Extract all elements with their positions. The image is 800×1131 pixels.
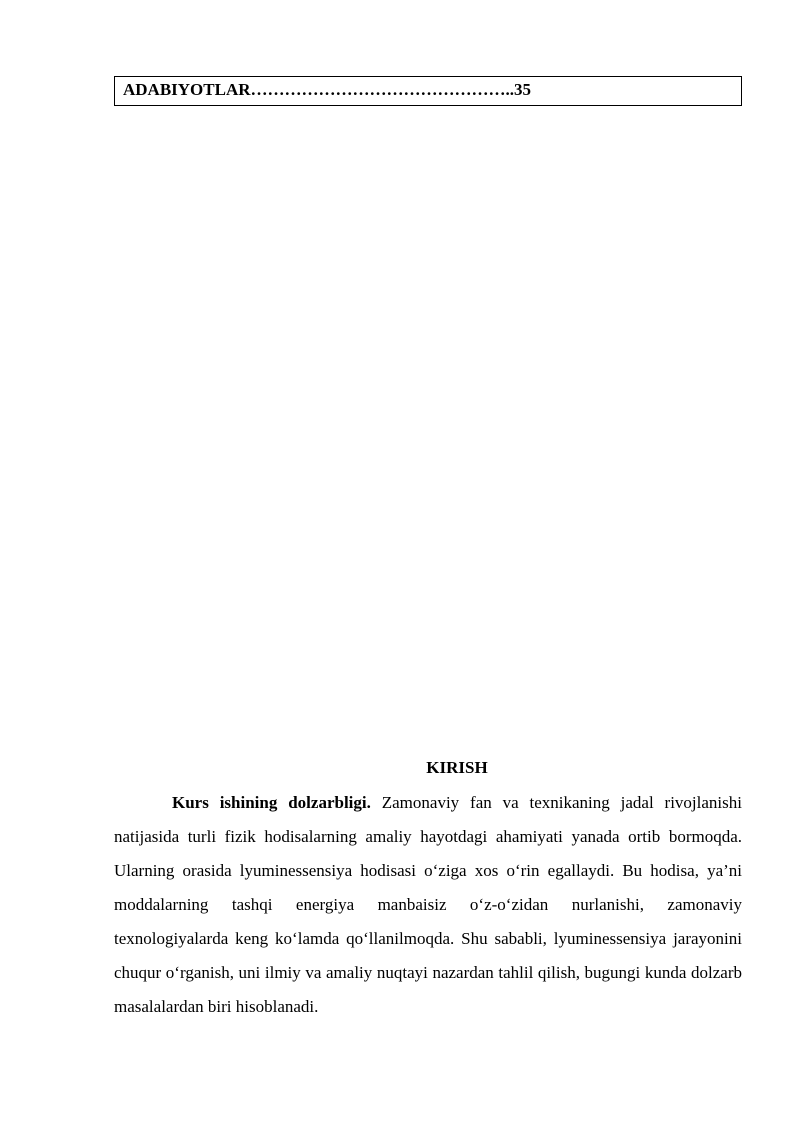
intro-body (114, 786, 742, 1024)
toc-entry-adabiyotlar: ADABIYOTLAR………………………………………..35 (123, 80, 532, 99)
paragraph-lead: Kurs ishining dolzarbligi. (172, 793, 371, 812)
intro-paragraph (114, 786, 742, 1024)
section-heading: KIRISH (426, 758, 488, 777)
paragraph-text: Zamonaviy fan va texnikaning jadal rivojlanishi natijasida turli fizik hodisalarning amaliy hayotdagi ahamiyati yanada ortib bormoqda. Ularning orasida lyuminessensiya hodisasi o‘ziga xos o‘rin egallaydi. Bu hodisa, ya’ni moddalarning tashqi energiya manbaisiz o‘z-o‘zidan nurlanishi, zamonaviy texnologiyalarda keng ko‘lamda qo‘llanilmoqda. Shu sababli, lyuminessensiya jarayonini chuqur o‘rganish, uni ilmiy va amaliy nuqtayi nazardan tahlil qilish, bugungi kunda dolzarb masalalardan biri hisoblanadi. (114, 793, 742, 1016)
toc-entry-box (114, 76, 742, 106)
